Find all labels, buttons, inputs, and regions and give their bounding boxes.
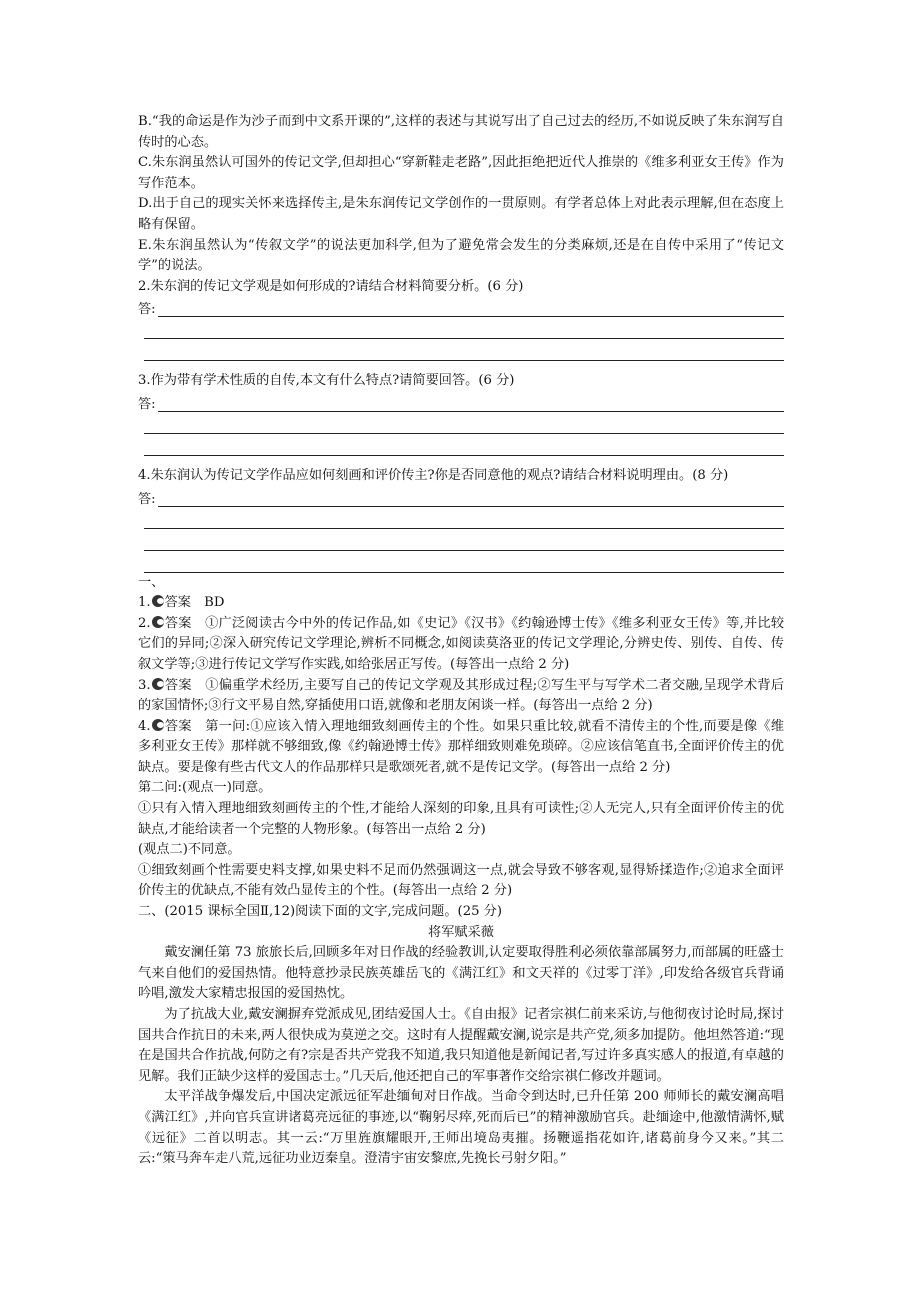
- passage-title: 将军赋采薇: [428, 924, 494, 940]
- passage-paragraph: 戴安澜任第 73 旅旅长后,回顾多年对日作战的经验教训,认定要取得胜利必须依靠部属努力,而部属的旺盛士气来自他们的爱国热情。他特意抄录民族英雄岳飞的《满江红》和文天祥的《过零丁洋》,印发给各级官兵背诵吟唱,激发大家精忠报国的爱国热忱。: [138, 945, 784, 1002]
- answer-line[interactable]: [144, 339, 784, 361]
- section2-heading: 二、(2015 课标全国Ⅱ,12)阅读下面的文字,完成问题。(25 分): [138, 904, 502, 920]
- option-b: B.“我的命运是作为沙子而到中文系开课的”,这样的表述与其说写出了自己过去的经历,不如说反映了朱东润写自传时的心态。: [138, 114, 784, 150]
- answer-number: 2.: [138, 615, 151, 631]
- answer-number: 1.: [138, 595, 151, 611]
- answer-area-4[interactable]: [138, 487, 784, 507]
- question-2: 2.朱东润的传记文学观是如何形成的?请结合材料简要分析。(6 分): [138, 278, 524, 294]
- answer-3: [138, 676, 784, 717]
- answer-number: 4.: [138, 718, 151, 734]
- answer-4: [138, 717, 784, 779]
- answer-label: 答:: [138, 302, 156, 318]
- answer-4-part2: 第二问:(观点一)同意。: [138, 780, 272, 796]
- document-page: [138, 112, 784, 1170]
- answer-tag: 答案: [164, 718, 192, 734]
- answer-text: ①广泛阅读古今中外的传记作品,如《史记》《汉书》《约翰逊博士传》《维多利亚女王传》等,并比较它们的异同;②深入研究传记文学理论,辨析不同概念,如阅读莫洛亚的传记文学理论,分辨史传、别传、自传、传叙文学等;③进行传记文学写作实践,如给张居正写传。(每答出一点给 2 分): [138, 615, 785, 672]
- option-c: C.朱东润虽然认可国外的传记文学,但却担心“穿新鞋走老路”,因此拒绝把近代人推崇的《维多利亚女王传》作为写作范本。: [138, 155, 784, 191]
- answer-2: [138, 614, 784, 676]
- answer-label: 答:: [138, 491, 156, 507]
- answer-text: 第一问:①应该入情入理地细致刻画传主的个性。如果只重比较,就看不清传主的个性,而要是像《维多利亚女王传》那样就不够细致,像《约翰逊博士传》那样细致则难免琐碎。②应该信笔直书,全面评价传主的优缺点。要是像有些古代文人的作品那样只是歌颂死者,就不是传记文学。(每答出一点给 2 分): [138, 718, 785, 775]
- answer-area-3[interactable]: [138, 392, 784, 412]
- answer-4-part4: (观点二)不同意。: [138, 842, 241, 858]
- answer-number: 3.: [138, 677, 151, 693]
- answers-heading: 一、: [138, 574, 165, 590]
- answer-4-part5: ①细致刻画个性需要史料支撑,如果史料不足而仍然强调这一点,就会导致不够客观,显得矫揉造作;②追求全面评价传主的优缺点,不能有效凸显传主的个性。(每答出一点给 2 分): [138, 862, 784, 899]
- answer-text: ①偏重学术经历,主要写自己的传记文学观及其形成过程;②写生平与写学术二者交融,呈现学术背后的家国情怀;③行文平易自然,穿插使用口语,就像和老朋友闲谈一样。(每答出一点给 2 分): [138, 677, 785, 714]
- answer-tag: 答案: [164, 595, 191, 611]
- answer-marker-icon: [152, 616, 164, 628]
- answer-area-2[interactable]: [138, 297, 784, 317]
- answer-tag: 答案: [164, 677, 192, 693]
- answer-marker-icon: [152, 719, 164, 731]
- answer-line[interactable]: [144, 507, 784, 529]
- answer-line[interactable]: [158, 304, 784, 317]
- question-3: 3.作为带有学术性质的自传,本文有什么特点?请简要回答。(6 分): [138, 373, 515, 389]
- answer-1: [138, 593, 784, 614]
- option-e: E.朱东润虽然认为“传叙文学”的说法更加科学,但为了避免常会发生的分类麻烦,还是在自传中采用了“传记文学”的说法。: [138, 237, 784, 274]
- answer-line[interactable]: [144, 529, 784, 551]
- answer-4-part3: ①只有入情入理地细致刻画传主的个性,才能给人深刻的印象,且具有可读性;②人无完人,只有全面评价传主的优缺点,才能给读者一个完整的人物形象。(每答出一点给 2 分): [138, 801, 784, 837]
- answer-line[interactable]: [144, 434, 784, 456]
- answer-marker-icon: [152, 595, 164, 607]
- answer-text: BD: [204, 595, 225, 611]
- answer-line[interactable]: [144, 317, 784, 339]
- answer-line[interactable]: [158, 494, 784, 507]
- question-4: 4.朱东润认为传记文学作品应如何刻画和评价传主?你是否同意他的观点?请结合材料说明理由。(8 分): [138, 467, 729, 483]
- passage-paragraph: 为了抗战大业,戴安澜摒弃党派成见,团结爱国人士。《自由报》记者宗祺仁前来采访,与他彻夜讨论时局,探讨国共合作抗日的未来,两人很快成为莫逆之交。这时有人提醒戴安澜,说宗是共产党,须多加提防。他坦然答道:“现在是国共合作抗战,何防之有?宗是否共产党我不知道,我只知道他是新闻记者,写过许多真实感人的报道,有卓越的见解。我们正缺少这样的爱国志士。”几天后,他还把自己的军事著作交给宗祺仁修改并题词。: [138, 1007, 784, 1084]
- answer-line[interactable]: [158, 399, 784, 412]
- answer-label: 答:: [138, 396, 156, 412]
- answer-marker-icon: [152, 678, 164, 690]
- answer-line[interactable]: [144, 412, 784, 434]
- passage-paragraph: 太平洋战争爆发后,中国决定派远征军赴缅甸对日作战。当命令到达时,已升任第 200 师师长的戴安澜高唱《满江红》,并向官兵宣讲诸葛亮远征的事迹,以“鞠躬尽瘁,死而后已”的精神激励官兵。赴缅途中,他激情满怀,赋《远征》二首以明志。其一云:“万里旌旗耀眼开,王师出境岛夷摧。扬鞭遥指花如许,诸葛前身今又来。”其二云:“策马奔车走八荒,远征功业迈秦皇。澄清宇宙安黎庶,先挽长弓射夕阳。”: [138, 1089, 784, 1167]
- option-d: D.出于自己的现实关怀来选择传主,是朱东润传记文学创作的一贯原则。有学者总体上对此表示理解,但在态度上略有保留。: [138, 196, 784, 232]
- answer-tag: 答案: [164, 615, 192, 631]
- answer-line[interactable]: [144, 551, 784, 573]
